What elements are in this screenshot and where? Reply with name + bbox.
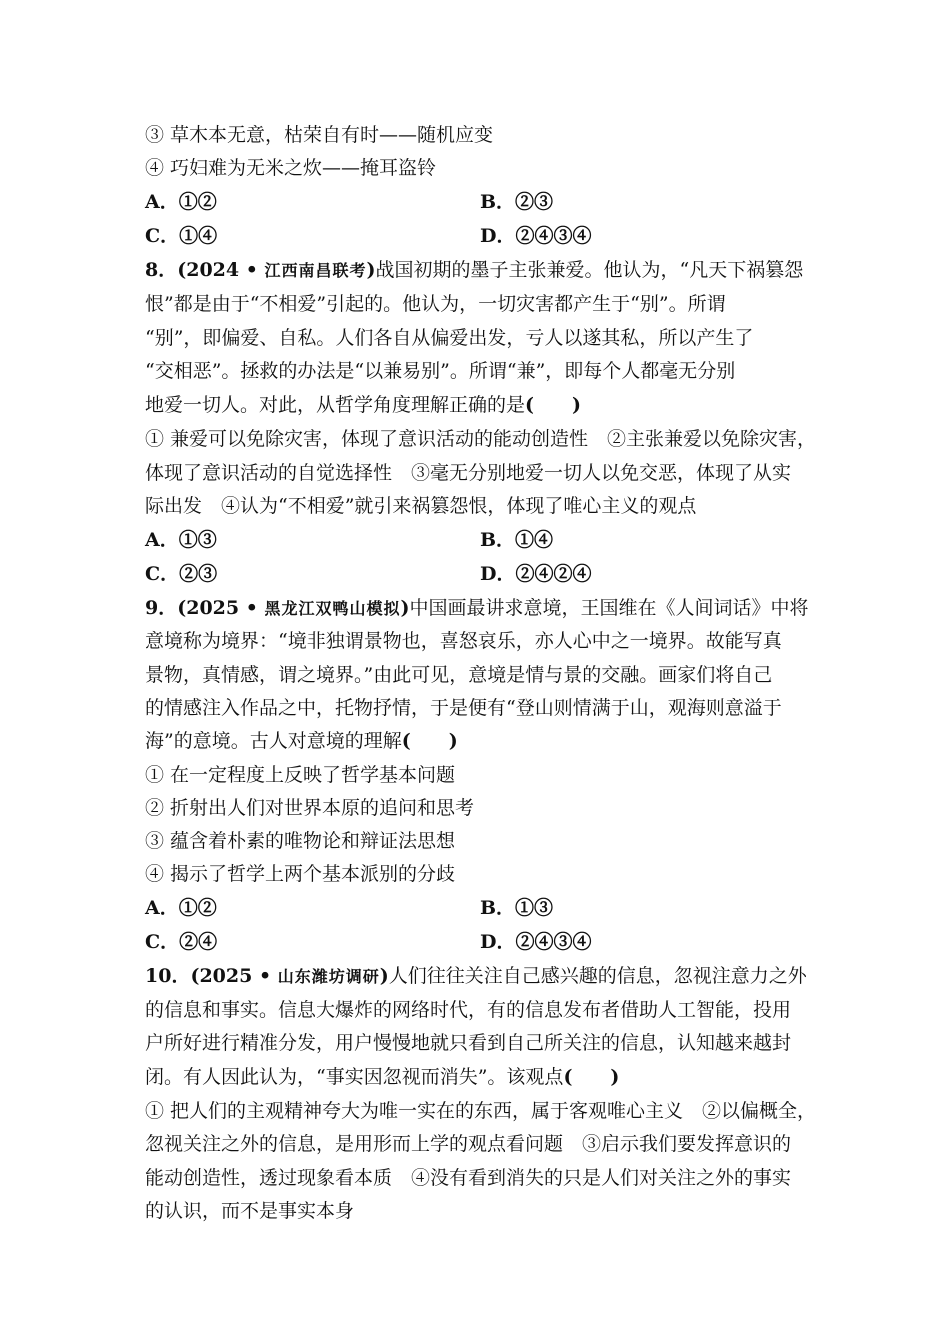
q10-number: 10． [145,965,191,987]
q10-items-line-2: 忽视关注之外的信息，是用形而上学的观点看问题 ③启示我们要发挥意识的 [145,1133,792,1155]
q10-items-line-1: ① 把人们的主观精神夸大为唯一实在的东西，属于客观唯心主义 ②以偏概全， [145,1100,817,1122]
q7-option-b[interactable]: B．②③ [480,191,554,213]
q9-stem-text-end: 海”的意境。古人对意境的理解 [145,730,402,752]
q9-item-1: ① 在一定程度上反映了哲学基本问题 [145,764,456,786]
q8-source-close: ) [366,259,376,281]
q10-stem-line-1 [145,960,825,993]
q8-stem-line-5 [145,389,825,422]
q7-option-a[interactable]: A．①② [145,191,217,213]
q10-answer-paren: ( ) [563,1066,620,1088]
q8-option-b[interactable]: B．①④ [480,529,554,551]
q8-stem-text-end: 地爱一切人。对此，从哲学角度理解正确的是 [145,394,526,416]
q8-items-line-3: 际出发 ④认为“不相爱”就引来祸篡怨恨，体现了唯心主义的观点 [145,495,697,517]
q9-option-d[interactable]: D．②④③④ [480,931,592,953]
q9-option-b[interactable]: B．①③ [480,897,554,919]
q8-stem-text: 战国初期的墨子主张兼爱。他认为，“凡天下祸篡怨 [375,259,804,281]
q9-stem-line-2: 意境称为境界：“境非独谓景物也，喜怒哀乐，亦人心中之一境界。故能写真 [145,630,782,652]
q9-source-dot: • [239,597,265,619]
q7-option-c[interactable]: C．①④ [145,225,218,247]
q9-option-c[interactable]: C．②④ [145,931,218,953]
q9-stem-line-1 [145,592,825,625]
q8-option-c[interactable]: C．②③ [145,563,218,585]
q7-option-d[interactable]: D．②④③④ [480,225,592,247]
q7-item-3: ③ 草木本无意，枯荣自有时——随机应变 [145,124,494,146]
q9-stem-line-5 [145,725,825,758]
q10-stem-text-end: 闭。有人因此认为，“事实因忽视而消失”。该观点 [145,1066,564,1088]
q8-source: 江西南昌联考 [264,261,367,280]
q8-source-open: (2024 [177,259,240,281]
q8-items-line-2: 体现了意识活动的自觉选择性 ③毫无分别地爱一切人以免交恶，体现了从实 [145,462,792,484]
q8-stem-line-4: “交相恶”。拯救的办法是“以兼易别”。所谓“兼”，即每个人都毫无分别 [145,360,736,382]
q9-item-4: ④ 揭示了哲学上两个基本派别的分歧 [145,863,456,885]
q10-source-dot: • [252,965,278,987]
q8-option-d[interactable]: D．②④②④ [480,563,592,585]
q9-option-a[interactable]: A．①② [145,897,217,919]
q9-number: 9． [145,597,178,619]
q9-stem-text: 中国画最讲求意境，王国维在《人间词话》中将 [409,597,809,619]
q10-source-open: (2025 [190,965,253,987]
q8-option-a[interactable]: A．①③ [145,529,217,551]
q10-items-line-4: 的认识，而不是事实本身 [145,1200,355,1222]
q9-answer-paren: ( ) [401,730,458,752]
q10-stem-line-2: 的信息和事实。信息大爆炸的网络时代，有的信息发布者借助人工智能，投用 [145,999,792,1021]
q9-source-close: ) [400,597,410,619]
q8-answer-paren: ( ) [525,394,581,416]
q8-stem-line-3: “别”，即偏爱、自私。人们各自从偏爱出发，亏人以遂其私，所以产生了 [145,327,754,349]
q8-stem-line-1 [145,254,825,287]
q8-items-line-1: ① 兼爱可以免除灾害，体现了意识活动的能动创造性 ②主张兼爱以免除灾害， [145,428,817,450]
q8-source-dot: • [239,259,265,281]
q10-items-line-3: 能动创造性，透过现象看本质 ④没有看到消失的只是人们对关注之外的事实 [145,1167,792,1189]
q9-source: 黑龙江双鸭山模拟 [264,599,401,618]
q8-number: 8． [145,259,178,281]
q9-stem-line-4: 的情感注入作品之中，托物抒情，于是便有“登山则情满于山，观海则意溢于 [145,697,782,719]
q9-item-3: ③ 蕴含着朴素的唯物论和辩证法思想 [145,830,456,852]
q10-stem-text: 人们往往关注自己感兴趣的信息，忽视注意力之外 [388,965,807,987]
q10-stem-line-4 [145,1061,825,1094]
q8-stem-line-2: 恨”都是由于“不相爱”引起的。他认为，一切灾害都产生于“别”。所谓 [145,293,726,315]
q7-item-4: ④ 巧妇难为无米之炊——掩耳盗铃 [145,157,437,179]
q9-item-2: ② 折射出人们对世界本原的追问和思考 [145,797,475,819]
q10-source: 山东潍坊调研 [277,967,380,986]
q10-source-close: ) [379,965,389,987]
q9-source-open: (2025 [177,597,240,619]
q10-stem-line-3: 户所好进行精准分发，用户慢慢地就只看到自己所关注的信息，认知越来越封 [145,1032,792,1054]
q9-stem-line-3: 景物，真情感，谓之境界。”由此可见，意境是情与景的交融。画家们将自己 [145,664,773,686]
